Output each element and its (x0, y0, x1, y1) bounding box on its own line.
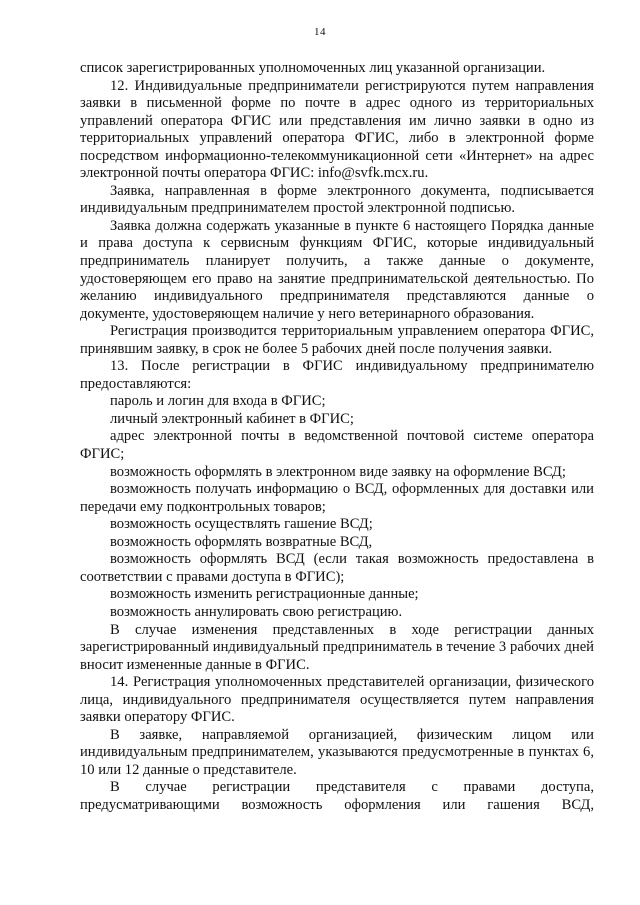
paragraph-application-representative: В заявке, направляемой организацией, физическим лицом или индивидуальным предпринимателем, указываются предусмотренные в пунктах 6, 10 или 12 данные о представителе. (80, 726, 594, 778)
list-item-return-vsd: возможность оформлять возвратные ВСД, (110, 533, 373, 550)
page-number: 14 (314, 26, 326, 38)
paragraph-13-after-registration: 13. После регистрации в ФГИС индивидуальному предпринимателю предоставляются: (80, 358, 594, 392)
paragraph-12-registration: 12. Индивидуальные предприниматели регистрируются путем направления заявки в письменной форме по почте в адрес одного из территориальных управлений оператора ФГИС или представления им лично заявки в одно из территориальных управлений оператора ФГИС, либо в электронной форме посредством информационно-телекоммуникационной сети «Интернет» на адрес электронной почты оператора ФГИС: info@svfk.mcx.ru. (80, 77, 594, 182)
paragraph-14-representatives: 14. Регистрация уполномоченных представителей организации, физического лица, индивидуального предпринимателя осуществляется путем направления заявки оператору ФГИС. (80, 674, 594, 726)
paragraph-org-list: список зарегистрированных уполномоченных лиц указанной организации. (80, 60, 546, 76)
list-item-extinguish-vsd: возможность осуществлять гашение ВСД; (110, 516, 373, 533)
list-item-login: пароль и логин для входа в ФГИС; (110, 393, 326, 410)
paragraph-application-contents: Заявка должна содержать указанные в пункте 6 настоящего Порядка данные и права доступа к сервисным функциям ФГИС, которые индивидуальный предприниматель планирует получить, а также данные о документе, удостоверяющем его право на занятие предпринимательской деятельностью. По желанию индивидуального предпринимателя представляются данные о документе, удостоверяющем наличие у него ветеринарного образования. (80, 217, 594, 322)
list-item-receive-info: возможность получать информацию о ВСД, оформленных для доставки или передачи ему подконтрольных товаров; (80, 481, 594, 515)
list-item-change-data: возможность изменить регистрационные данные; (110, 586, 419, 603)
document-body (80, 60, 594, 815)
list-item-cancel-registration: возможность аннулировать свою регистрацию. (110, 603, 403, 620)
list-item-issue-vsd: возможность оформлять ВСД (если такая возможность предоставлена в соответствии с правами доступа в ФГИС); (80, 551, 594, 585)
paragraph-data-change: В случае изменения представленных в ходе регистрации данных зарегистрированный индивидуальный предприниматель в течение 3 рабочих дней вносит измененные данные в ФГИС. (80, 621, 594, 673)
list-item-apply-vsd: возможность оформлять в электронном виде заявку на оформление ВСД; (110, 463, 566, 480)
paragraph-access-rights: В случае регистрации представителя с правами доступа, предусматривающими возможность оформления или гашения ВСД, (80, 779, 594, 813)
list-item-cabinet: личный электронный кабинет в ФГИС; (110, 410, 354, 427)
list-item-email: адрес электронной почты в ведомственной почтовой системе оператора ФГИС; (80, 428, 594, 463)
paragraph-electronic-signature: Заявка, направленная в форме электронного документа, подписывается индивидуальным предпринимателем простой электронной подписью. (80, 182, 594, 217)
paragraph-registration-deadline: Регистрация производится территориальным управлением оператора ФГИС, принявшим заявку, в срок не более 5 рабочих дней после получения заявки. (80, 323, 594, 357)
